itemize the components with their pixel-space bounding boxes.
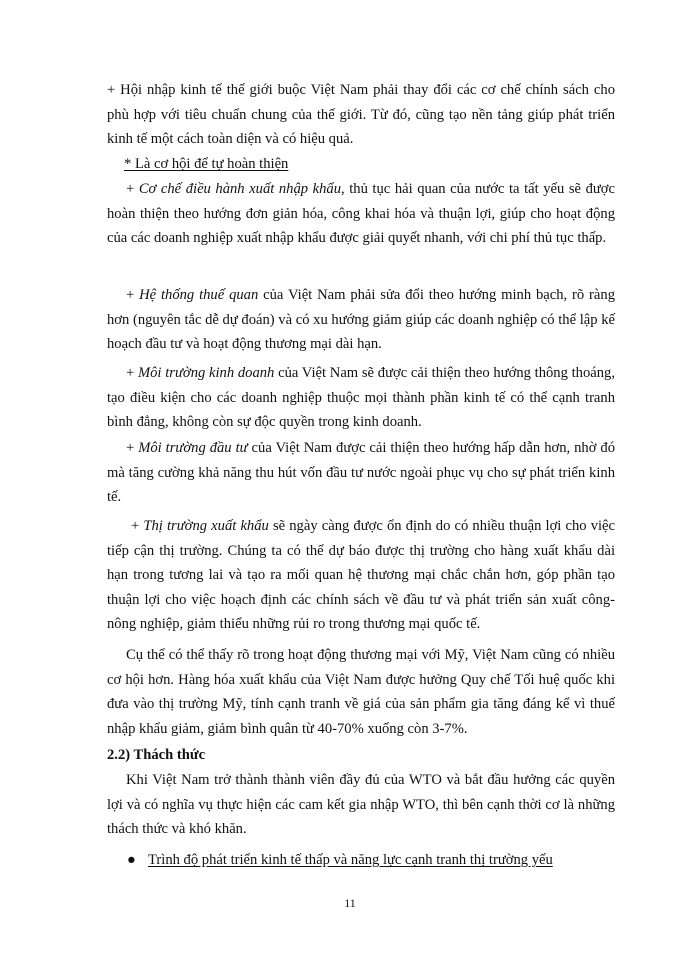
bullet-item [127, 848, 618, 873]
item-term: Môi trường kinh doanh [137, 365, 275, 381]
item-prefix: + [126, 365, 138, 381]
paragraph-us-trade: Cụ thể có thể thấy rõ trong hoạt động thương mại với Mỹ, Việt Nam cũng có nhiều cơ hội hơn. Hàng hóa xuất khẩu của Việt Nam được hưởng Quy chế Tối huệ quốc khi đưa vào thị trường Mỹ, tính cạnh tranh về giá của sản phẩm gia tăng đáng kể vì thuế nhập khẩu giảm, giảm bình quân từ 40-70% xuống còn 3-7%. [107, 647, 615, 737]
item-term: Môi trường đầu tư [138, 440, 248, 456]
item-export-market [107, 514, 615, 637]
item-text: của Việt Nam được cải thiện theo hướng hấp dẫn hơn, nhờ đó mà tăng cường khả năng thu hút vốn đầu tư nước ngoài phục vụ cho sự phát triển kinh tế. [107, 440, 615, 506]
bullet-text: Trình độ phát triển kinh tế thấp và năng lực cạnh tranh thị trường yếu [148, 852, 553, 868]
paragraph-challenges: Khi Việt Nam trở thành thành viên đầy đủ của WTO và bắt đầu hưởng các quyền lợi và có nghĩa vụ thực hiện các cam kết gia nhập WTO, thì bên cạnh thời cơ là những thách thức và khó khăn. [107, 772, 615, 838]
item-prefix: + [126, 181, 139, 197]
item-investment-environment [107, 436, 615, 510]
item-tariff-system [107, 283, 615, 357]
bullet-icon: ● [127, 852, 136, 868]
item-text: của Việt Nam phải sửa đổi theo hướng minh bạch, rõ ràng hơn (nguyên tắc dễ dự đoán) và có xu hướng giảm giúp các doanh nghiệp có thể lập kế hoạch đầu tư và hoạt động thương mại dài hạn. [107, 287, 615, 353]
item-term: Thị trường xuất khẩu [143, 518, 269, 534]
paragraph-integration [107, 78, 615, 152]
opportunity-heading-text: * Là cơ hội để tự hoàn thiện [124, 156, 289, 172]
section-heading-challenges: 2.2) Thách thức [107, 747, 206, 763]
item-export-mechanism [107, 177, 615, 251]
item-term: Cơ chế điều hành xuất nhập khẩu [138, 181, 341, 197]
item-text: của Việt Nam sẽ được cải thiện theo hướng thông thoáng, tạo điều kiện cho các doanh nghiệp thuộc mọi thành phần kinh tế có thể cạnh tranh bình đẳng, không còn sự độc quyền trong kinh doanh. [107, 365, 615, 431]
item-prefix: + [126, 287, 140, 303]
item-text: , thủ tục hải quan của nước ta tất yếu sẽ được hoàn thiện theo hướng đơn giản hóa, công khai hóa và thuận lợi, giúp cho hoạt động của các doanh nghiệp xuất nhập khẩu được giải quyết nhanh, với chi phí thủ tục thấp. [107, 181, 615, 247]
plus-marker: + [107, 82, 116, 98]
item-term: Hệ thống thuế quan [139, 287, 259, 303]
page-number: 11 [344, 896, 356, 910]
item-business-environment [107, 361, 615, 435]
opportunity-heading [124, 152, 632, 177]
item-text: sẽ ngày càng được ổn định do có nhiều thuận lợi cho việc tiếp cận thị trường. Chúng ta có thể dự báo được thị trường cho hàng xuất khẩu dài hạn trong tương lai và tạo ra mối quan hệ thương mại chắc chắn hơn, góp phần tạo thuận lợi cho việc hoạch định các chính sách về đầu tư và phát triển sản xuất công-nông nghiệp, giảm thiểu những rủi ro trong thương mại quốc tế. [107, 518, 615, 633]
item-prefix: + [126, 440, 139, 456]
paragraph-integration-text: Hội nhập kinh tế thế giới buộc Việt Nam phải thay đổi các cơ chế chính sách cho phù hợp với tiêu chuẩn chung của thế giới. Từ đó, cũng tạo nền tảng giúp phát triển kinh tế một cách toàn diện và có hiệu quả. [107, 82, 615, 148]
item-prefix: + [131, 518, 144, 534]
